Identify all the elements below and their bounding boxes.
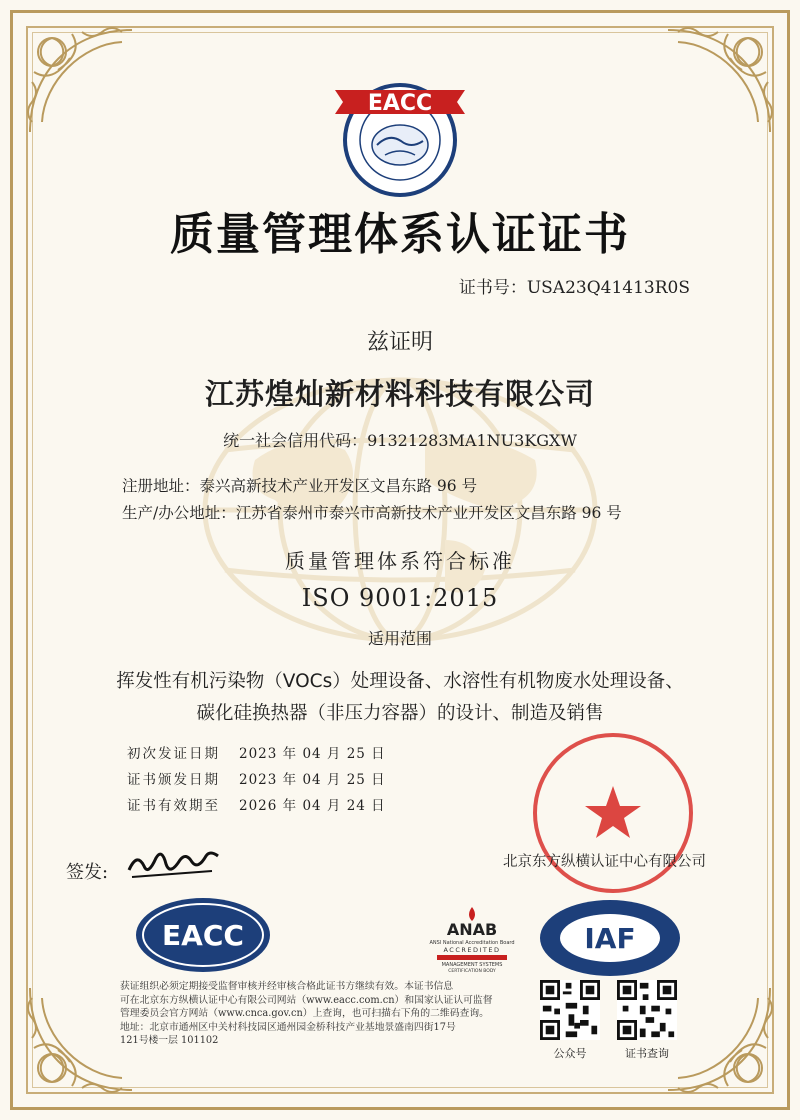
qr-label: 公众号 xyxy=(553,1047,587,1060)
scope-label: 适用范围 xyxy=(367,629,432,648)
sign-label: 签发: xyxy=(66,862,109,883)
anab-line4: CERTIFICATION BODY xyxy=(448,969,496,974)
qr-code-icon[interactable] xyxy=(540,980,600,1040)
production-address: 生产/办公地址：江苏省泰州市泰兴市高新技术产业开发区文昌东路 96 号 xyxy=(122,504,622,522)
footer-line: 可在北京东方纵横认证中心有限公司网站（www.eacc.com.cn）和国家认证认可监督 xyxy=(120,994,493,1006)
red-seal-icon xyxy=(528,728,698,898)
eacc-bottom-logo-icon xyxy=(133,895,273,975)
certificate-number: 证书号：USA23Q41413R0S xyxy=(458,278,690,298)
date-row xyxy=(127,794,386,820)
company-name: 江苏煌灿新材料科技有限公司 xyxy=(204,377,595,411)
scope-text xyxy=(0,666,800,730)
date-row xyxy=(127,768,386,794)
corner-ornament-icon xyxy=(658,22,778,142)
qr-code-icon[interactable] xyxy=(617,980,677,1040)
footer-line: 获证组织必须定期接受监督审核并经审核合格此证书方继续有效。本证书信息 xyxy=(120,981,454,992)
corner-ornament-icon xyxy=(22,22,142,142)
date-value: 2023 年 04 月 25 日 xyxy=(239,746,386,762)
date-row xyxy=(127,742,386,768)
scope-line: 碳化硅换热器（非压力容器）的设计、制造及销售 xyxy=(196,703,604,724)
anab-line2: ACCREDITED xyxy=(443,946,501,954)
date-value: 2023 年 04 月 25 日 xyxy=(239,772,386,788)
eacc-bottom-text: EACC xyxy=(162,919,244,952)
signature-icon xyxy=(124,845,224,885)
date-label: 证书颁发日期 xyxy=(127,772,220,788)
anab-line3: MANAGEMENT SYSTEMS xyxy=(441,962,503,968)
footer-line: 管理委员会官方网站（www.cnca.gov.cn）上查询，也可扫描右下角的二维码查询。 xyxy=(120,1008,489,1019)
dates-block xyxy=(127,742,386,820)
hereby-certify: 兹证明 xyxy=(366,330,433,355)
eacc-logo-icon xyxy=(325,60,475,200)
credit-code: 统一社会信用代码：91321283MA1NU3KGXW xyxy=(223,431,577,450)
logo-eacc-text: EACC xyxy=(367,91,433,116)
date-label: 初次发证日期 xyxy=(127,746,220,762)
iaf-text: IAF xyxy=(584,922,636,955)
standard-code: ISO 9001:2015 xyxy=(301,584,499,612)
anab-title: ANAB xyxy=(446,920,498,939)
registered-address: 注册地址：泰兴高新技术产业开发区文昌东路 96 号 xyxy=(122,477,478,495)
date-value: 2026 年 04 月 24 日 xyxy=(239,798,386,814)
anab-logo-icon xyxy=(425,905,520,975)
issuing-organization: 北京东方纵横认证中心有限公司 xyxy=(503,854,706,870)
footer-line: 121号楼一层 101102 xyxy=(120,1035,219,1046)
qr-label: 证书查询 xyxy=(625,1047,669,1060)
certificate-title: 质量管理体系认证证书 xyxy=(170,209,630,260)
standard-label: 质量管理体系符合标准 xyxy=(285,549,515,573)
date-label: 证书有效期至 xyxy=(127,798,220,814)
footer-line: 地址：北京市通州区中关村科技园区通州园金桥科技产业基地景盛南四街17号 xyxy=(120,1021,456,1033)
scope-line: 挥发性有机污染物（VOCs）处理设备、水溶性有机物废水处理设备、 xyxy=(116,671,684,692)
footer-notice xyxy=(120,980,525,1048)
anab-line1: ANSI National Accreditation Board xyxy=(429,940,515,946)
iaf-logo-icon xyxy=(538,898,683,978)
